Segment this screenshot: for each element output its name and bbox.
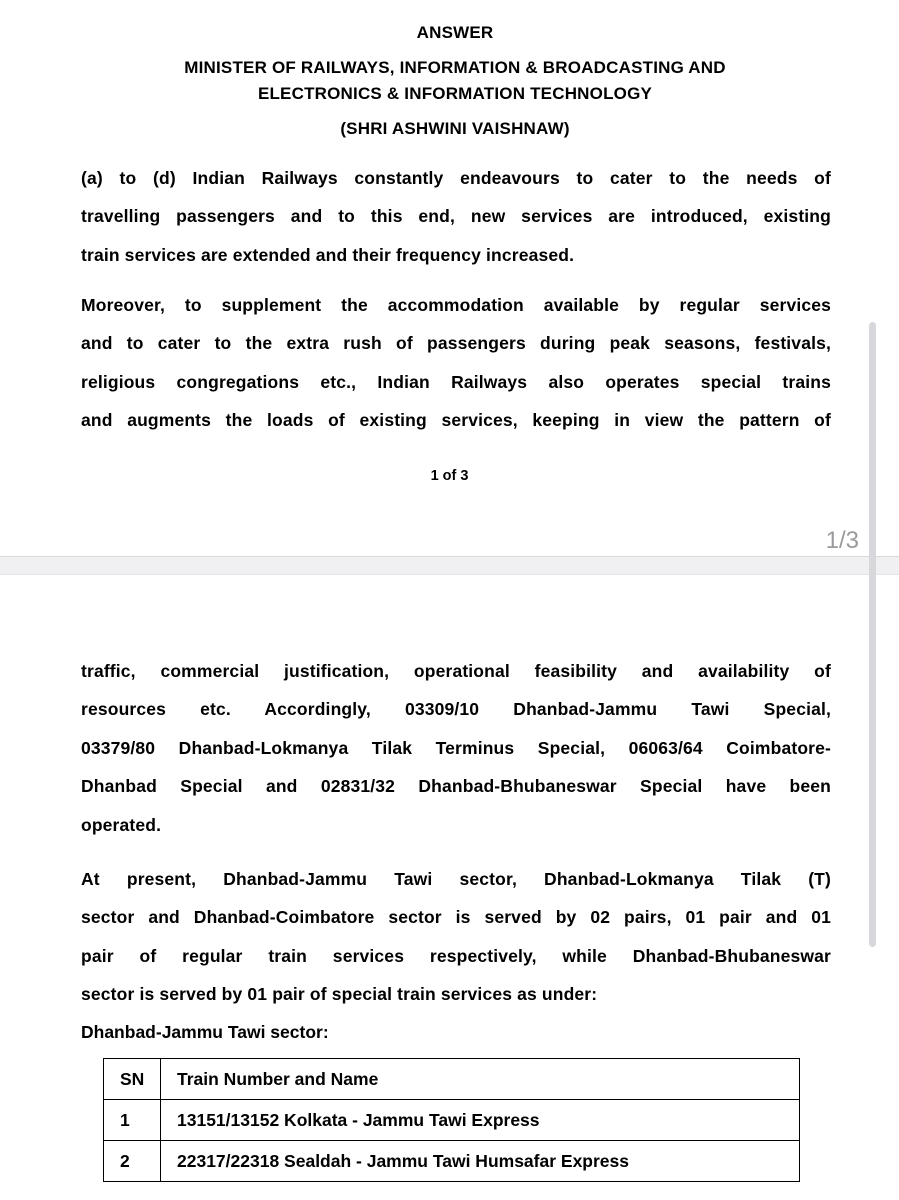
table-header-train: Train Number and Name: [161, 1059, 800, 1100]
table-cell-sn: 2: [104, 1141, 161, 1182]
document-page-1: [0, 0, 899, 556]
table-row: [104, 1100, 800, 1141]
page-separator: [0, 556, 899, 575]
text-line: traffic, commercial justification, operational feasibility and availability of: [81, 661, 831, 681]
paragraph-accordingly: [81, 652, 831, 844]
table-cell-train: 13151/13152 Kolkata - Jammu Tawi Express: [161, 1100, 800, 1141]
text-line: (a) to (d) Indian Railways constantly endeavours to cater to the needs of: [81, 168, 831, 188]
text-line: and to cater to the extra rush of passengers during peak seasons, festivals,: [81, 333, 831, 354]
train-table: [103, 1058, 800, 1182]
text-line: religious congregations etc., Indian Railways also operates special trains: [81, 371, 831, 392]
paragraph-services: [81, 159, 831, 274]
table-cell-sn: 1: [104, 1100, 161, 1141]
minister-title-line-2: ELECTRONICS & INFORMATION TECHNOLOGY: [257, 84, 653, 103]
text-line: Moreover, to supplement the accommodation available by regular services: [81, 295, 831, 315]
text-line: Dhanbad Special and 02831/32 Dhanbad-Bhubaneswar Special have been: [81, 776, 831, 797]
text-line: resources etc. Accordingly, 03309/10 Dhanbad-Jammu Tawi Special,: [81, 699, 831, 720]
table-row: [104, 1141, 800, 1182]
text-line: travelling passengers and to this end, new services are introduced, existing: [81, 206, 831, 227]
text-line: At present, Dhanbad-Jammu Tawi sector, Dhanbad-Lokmanya Tilak (T): [81, 869, 831, 889]
text-line: sector and Dhanbad-Coimbatore sector is served by 02 pairs, 01 pair and 01: [81, 907, 831, 928]
text-line: pair of regular train services respectively, while Dhanbad-Bhubaneswar: [81, 945, 831, 966]
table-header-row: [104, 1059, 800, 1100]
table-header-sn: SN: [104, 1059, 161, 1100]
page-indicator: 1/3: [825, 527, 859, 554]
minister-name: (SHRI ASHWINI VAISHNAW): [340, 119, 570, 138]
answer-heading: ANSWER: [416, 23, 494, 42]
page-number: 1 of 3: [430, 468, 469, 484]
section-label-jammu-tawi: Dhanbad-Jammu Tawi sector:: [81, 1022, 329, 1042]
vertical-scrollbar[interactable]: [869, 322, 876, 947]
paragraph-special-trains: [81, 286, 831, 440]
minister-title-line-1: MINISTER OF RAILWAYS, INFORMATION & BROADCASTING AND: [184, 58, 726, 77]
paragraph-at-present: [81, 860, 831, 1014]
text-line: and augments the loads of existing services, keeping in view the pattern of: [81, 410, 831, 431]
text-line: 03379/80 Dhanbad-Lokmanya Tilak Terminus Special, 06063/64 Coimbatore-: [81, 737, 831, 758]
text-line: train services are extended and their frequency increased.: [81, 244, 575, 265]
table-cell-train: 22317/22318 Sealdah - Jammu Tawi Humsafar Express: [161, 1141, 800, 1182]
text-line: sector is served by 01 pair of special train services as under:: [81, 984, 598, 1005]
text-line: operated.: [81, 814, 162, 835]
